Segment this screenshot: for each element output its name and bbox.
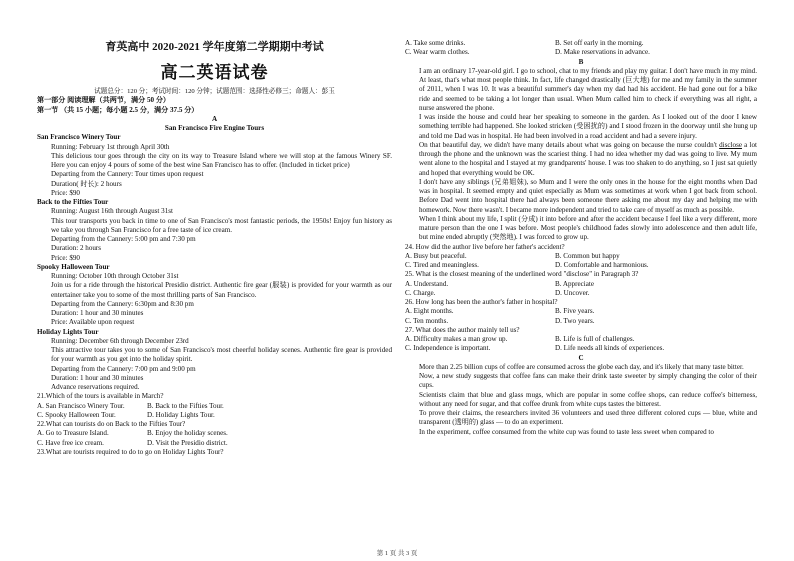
tour-description: This delicious tour goes through the city on its way to Treasure Island where we will stop at the famous Winery SF. Here you can enjoy 4 pours of some of the best wine San Francisco has to offer. (Included in ticket price) [51,151,392,169]
paragraph: I don't have any siblings (兄弟姐妹), so Mum and I were the only ones in the house for the eight months when Dad was in hospital. It seemed empty and quiet especially as Mum was sometimes at work when I got back from school. Before Dad went into hospital there had always been someone there asking me about my day and helping me with homework. Now there wasn't. I became more independent and tried to take care of myself as much as possible. [419,177,757,214]
question: 22.What can tourists do on Back to the Fifties Tour? [37,420,186,428]
tour-departure: Departing from the Cannery: Tour times upon request [51,170,204,179]
options-row [37,402,392,411]
options-row [405,289,757,298]
tour-running: Running: October 10th through October 31st [51,272,179,280]
tour-name: Holiday Lights Tour [37,327,99,336]
left-column [37,0,392,457]
option-d[interactable]: D. Visit the Presidio district. [147,438,228,447]
passage-b-letter: B [578,57,584,66]
option-a[interactable]: A. Eight months. [405,307,454,316]
question: 27. What does the author mainly tell us? [405,325,520,334]
tour-departure: Departing from the Cannery: 6:30pm and 8:30 pm [51,299,194,308]
option-d[interactable]: D. Two years. [555,316,595,325]
tour-duration: Duration: 1 hour and 30 minutes [51,373,144,382]
options-row [405,307,757,316]
part-heading: 第一部分 阅读理解（共两节，满分 50 分） [37,96,171,105]
option-d[interactable]: D. Life needs all kinds of experiences. [555,344,665,353]
option-c[interactable]: C. Ten months. [405,316,449,325]
page-footer: 第 1 页 共 3 页 [376,550,418,557]
tour-price: Advance reservations required. [51,383,140,391]
options-row [405,39,757,48]
options-row [405,48,757,57]
option-c[interactable]: C. Wear warm clothes. [405,48,470,57]
option-b[interactable]: B. Set off early in the morning. [555,39,644,47]
options-row [37,429,392,438]
option-b[interactable]: B. Five years. [555,307,595,316]
option-b[interactable]: B. Life is full of challenges. [555,335,635,343]
option-b[interactable]: B. Back to the Fifties Tour. [147,401,224,410]
section-heading: 第一节 （共 15 小题；每小题 2.5 分，满分 37.5 分） [37,105,199,114]
option-a[interactable]: A. San Francisco Winery Tour. [37,401,125,410]
tour-price: Price: $90 [51,253,80,262]
tour-duration: Duration( 时长): 2 hours [51,179,122,188]
options-row [37,411,392,420]
options-row [37,439,392,448]
option-a[interactable]: A. Difficulty makes a man grow up. [405,335,508,343]
option-c[interactable]: C. Spooky Halloween Tour. [37,410,116,419]
paragraph: When I think about my life, I split (分成) it into before and after the accident because I feel like a very different, more mature person than the one I was before. Most people's childhood fades slowly into adolescence and then adult life, but mine ended abruptly (突然地). I was forced to grow up. [419,214,757,242]
option-c[interactable]: C. Tired and meaningless. [405,261,479,269]
tour-price: Price: $90 [51,188,80,197]
tour-departure: Departing from the Cannery: 5:00 pm and 7:30 pm [51,235,196,243]
question: 24. How did the author live before her father's accident? [405,242,565,251]
tour-running: Running: December 6th through December 23rd [51,336,189,345]
paragraph: In the experiment, coffee consumed from the white cup was found to taste less sweet when compared to [419,427,714,436]
tour-name: Spooky Halloween Tour [37,262,110,271]
option-a[interactable]: A. Take some drinks. [405,39,466,47]
question: 25. What is the closest meaning of the underlined word "disclose" in Paragraph 3? [405,270,639,279]
tour-duration: Duration: 2 hours [51,244,102,253]
tour-duration: Duration: 1 hour and 30 minutes [51,309,144,317]
options-row [405,344,757,353]
question: 23.What are tourists required to do to go on Holiday Lights Tour? [37,447,224,456]
option-b[interactable]: B. Common but happy [555,251,620,260]
passage-a-title: San Francisco Fire Engine Tours [164,124,265,132]
paragraph: I was inside the house and could hear her speaking to someone in the garden. As I looked out of the door I knew something terrible had happened. She looked stricken (受困扰的) and I stood frozen in the doorway until she hung up and told me Dad was in hospital. He had been involved in a road accident and had a severe injury. [419,113,757,140]
paragraph-text: a lot through the phone and the unknown was the scariest thing. I had no idea whether my dad was going to live. My mum went alone to the hospital and I stayed at my grandparents' house. I was too shaken to do anything, so I just sat quietly and hoped that everything would be OK. [419,140,757,177]
tour-description: This attractive tour takes you to some of San Francisco's most cheerful holiday scenes. Authentic fire gear is provided for your warmth as you get into the holiday spirit. [51,346,392,364]
underlined-word: disclose [719,140,742,149]
tour-departure: Departing from the Cannery: 7:00 pm and 9:00 pm [51,364,196,373]
option-c[interactable]: C. Have free ice cream. [37,438,104,447]
school-title: 育英高中 2020-2021 学年度第二学期期中考试 [105,41,324,53]
paragraph: I am an ordinary 17-year-old girl. I go to school, chat to my friends and play my guitar. I don't have much in my mind. At least, that's what most people think. In fact, life changed drastically (巨大地) for me and my family in the summer of 2011, when I was 10. It was a beautiful summer's day when my dad had his accident. He had gone out for a bike ride and seemed to be taking a lot longer than usual. When Mum called him to check if everything was all right, a nurse answered the phone. [419,66,757,112]
tour-price: Price: Available upon request [51,318,135,327]
tour-name: San Francisco Winery Tour [37,133,121,142]
question: 21.Which of the tours is available in March? [37,392,164,401]
option-d[interactable]: D. Make reservations in advance. [555,48,650,57]
paragraph: Now, a new study suggests that coffee fans can make their drink taste sweeter by simply changing the color of their cups. [419,372,757,390]
tour-description: This tour transports you back in time to one of San Francisco's most fantastic periods, the 1950s! Enjoy fun history as we take you through San Francisco for a free taste of ice cream. [51,216,392,234]
option-d[interactable]: D. Uncover. [555,288,590,297]
exam-title: 高二英语试卷 [160,63,269,82]
tour-name: Back to the Fifties Tour [37,198,109,206]
tour-running: Running: August 16th through August 31st [51,207,173,216]
paragraph: More than 2.25 billion cups of coffee are consumed across the globe each day, and it's likely that many taste bitter. [419,362,744,371]
option-b[interactable]: B. Appreciate [555,279,595,288]
paragraph: To prove their claims, the researchers invited 36 volunteers and used three different colored cups — blue, white and transparent (透明的) glass — to do an experiment. [419,409,757,427]
tour-running: Running: February 1st through April 30th [51,142,170,151]
option-b[interactable]: B. Enjoy the holiday scenes. [147,429,228,438]
question: 26. How long has been the author's father in hospital? [405,298,558,306]
paragraph: Scientists claim that blue and glass mugs, which are popular in some coffee shops, can reduce coffee's bitterness, without any need for sugar, and that coffee drunk from white cups tastes the bitterest. [419,390,757,408]
passage-a-letter: A [211,114,218,123]
options-row [405,252,757,261]
paragraph-text: On that beautiful day, we didn't have many details about what was going on because the nurse couldn't [419,140,720,149]
option-d[interactable]: D. Comfortable and harmonious. [555,261,649,269]
option-c[interactable]: C. Charge. [405,288,436,297]
options-row [405,317,757,326]
option-a[interactable]: A. Busy but peaceful. [405,251,467,260]
option-c[interactable]: C. Independence is important. [405,344,491,353]
options-row [405,261,757,270]
right-column [405,0,757,437]
options-row [405,280,757,289]
exam-info: 试题总分：120 分；考试时间：120 分钟；试题范围：选择性必修三；命题人：彭玉 [94,88,335,95]
tour-description: Join us for a ride through the historical Presidio district. Authentic fire gear (服装) is provided for your warmth as our entertainer take you to some of the most thrilling parts of San Francisco. [51,281,392,299]
paragraph [405,141,757,178]
option-d[interactable]: D. Holiday Lights Tour. [147,410,215,419]
option-a[interactable]: A. Understand. [405,279,449,288]
passage-c-letter: C [578,353,584,362]
option-a[interactable]: A. Go to Treasure Island. [37,429,109,438]
options-row [405,335,757,344]
